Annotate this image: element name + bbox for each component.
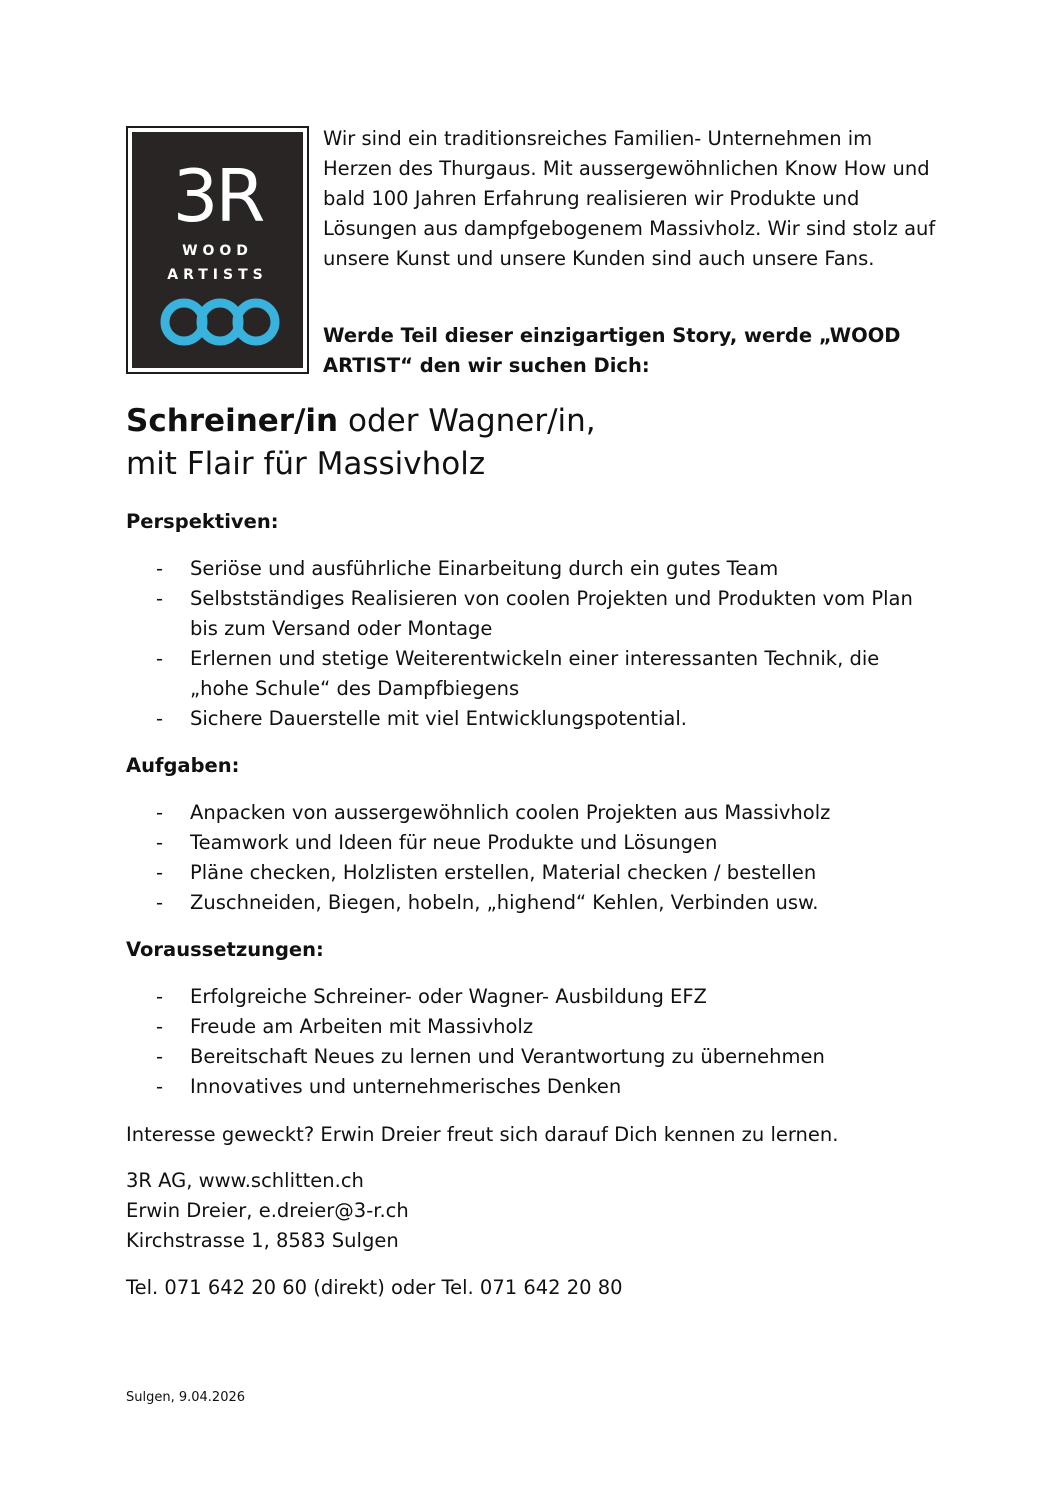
logo-subtitle-wood: WOOD bbox=[182, 243, 253, 259]
contact-address: Kirchstrasse 1, 8583 Sulgen bbox=[126, 1229, 399, 1252]
list-item: - Sichere Dauerstelle mit viel Entwicklungspotential. bbox=[156, 707, 687, 730]
list-item: - Freude am Arbeiten mit Massivholz bbox=[156, 1015, 534, 1038]
contact-block bbox=[126, 1166, 926, 1256]
list-item: - Seriöse und ausführliche Einarbeitung durch ein gutes Team bbox=[156, 557, 779, 580]
contact-person: Erwin Dreier, e.dreier@3-r.ch bbox=[126, 1199, 409, 1222]
logo-subtitle-artists: ARTISTS bbox=[167, 267, 268, 283]
place-date: Sulgen, 9.04.2026 bbox=[126, 1390, 246, 1405]
list-item: - Pläne checken, Holzlisten erstellen, Material checken / bestellen bbox=[156, 861, 817, 884]
list-item: - Anpacken von aussergewöhnlich coolen Projekten aus Massivholz bbox=[156, 801, 831, 824]
logo-background bbox=[132, 132, 303, 368]
voraussetzungen-list bbox=[154, 982, 944, 1102]
list-item: - Innovatives und unternehmerisches Denken bbox=[156, 1075, 622, 1098]
interest-paragraph: Interesse geweckt? Erwin Dreier freut sich darauf Dich kennen zu lernen. bbox=[126, 1123, 839, 1146]
list-item: - Erfolgreiche Schreiner- oder Wagner- Ausbildung EFZ bbox=[156, 985, 707, 1008]
job-title-bold: Schreiner/in bbox=[126, 403, 339, 439]
section-title-aufgaben: Aufgaben: bbox=[126, 754, 240, 777]
logo-mark: 3R bbox=[172, 154, 263, 238]
intro-paragraph: Wir sind ein traditionsreiches Familien- Unternehmen im Herzen des Thurgaus. Mit aussergewöhnlichen Know How und bald 100 Jahren Erfahrung realisieren wir Produkte und Lösungen aus dampfgebogenem Massivholz. Wir sind stolz auf unsere Kunst und unsere Kunden sind auch unsere Fans. bbox=[323, 127, 936, 270]
rings-icon bbox=[158, 296, 282, 348]
section-title-voraussetzungen: Voraussetzungen: bbox=[126, 938, 324, 961]
list-item: - Erlernen und stetige Weiterentwickeln einer interessanten Technik, die „hohe Schule“ des Dampfbiegens bbox=[156, 647, 880, 700]
contact-phone: Tel. 071 642 20 60 (direkt) oder Tel. 071 642 20 80 bbox=[126, 1276, 623, 1299]
contact-company: 3R AG, www.schlitten.ch bbox=[126, 1169, 364, 1192]
list-item: - Zuschneiden, Biegen, hobeln, „highend“ Kehlen, Verbinden usw. bbox=[156, 891, 819, 914]
intro-call-to-action: Werde Teil dieser einzigartigen Story, werde „WOOD ARTIST“ den wir suchen Dich: bbox=[323, 324, 901, 377]
company-logo bbox=[126, 126, 309, 374]
job-title bbox=[126, 400, 926, 486]
job-title-rest: oder Wagner/in, bbox=[338, 403, 596, 439]
list-item: - Bereitschaft Neues zu lernen und Verantwortung zu übernehmen bbox=[156, 1045, 825, 1068]
list-item: - Selbstständiges Realisieren von coolen Projekten und Produkten vom Plan bis zum Versand oder Montage bbox=[156, 587, 913, 640]
section-title-perspektiven: Perspektiven: bbox=[126, 510, 279, 533]
perspektiven-list bbox=[154, 554, 944, 734]
job-title-line2: mit Flair für Massivholz bbox=[126, 446, 486, 482]
list-item: - Teamwork und Ideen für neue Produkte und Lösungen bbox=[156, 831, 718, 854]
aufgaben-list bbox=[154, 798, 944, 918]
